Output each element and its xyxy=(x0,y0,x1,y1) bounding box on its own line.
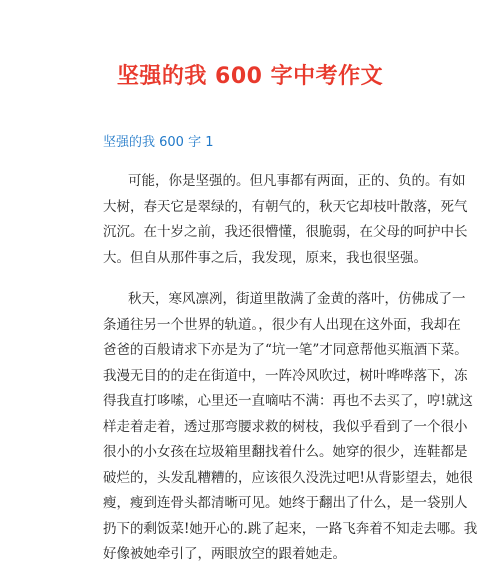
paragraph-line: 很小的小女孩在垃圾箱里翻找着什么。她穿的很少，连鞋都是 xyxy=(103,444,468,460)
section-subtitle: 坚强的我 600 字 1 xyxy=(103,135,214,150)
paragraph-line: 秋天，寒风凛冽，街道里散满了金黄的落叶，仿佛成了一 xyxy=(128,291,466,307)
paragraph-line: 瘦，瘦到连骨头都清晰可见。她终于翻出了什么，是一袋别人 xyxy=(103,495,468,511)
paragraph-line: 条通往另一个世界的轨道。，很少有人出现在这外面，我却在 xyxy=(103,317,461,333)
paragraph-line: 样走着走着，透过那弯腰求救的树枝，我似乎看到了一个很小 xyxy=(103,419,468,435)
paragraph-line: 大。但自从那件事之后，我发现，原来，我也很坚强。 xyxy=(103,250,427,266)
paragraph-line: 扔下的剩饭菜!她开心的.跳了起来，一路飞奔着不知走去哪。我 xyxy=(103,521,478,537)
paragraph-line: 得我直打哆嗦，心里还一直嘀咕不满：再也不去买了，哼!就这 xyxy=(103,393,473,409)
paragraph-line: 沉沉。在十岁之前，我还很懵懂，很脆弱，在父母的呵护中长 xyxy=(103,224,468,240)
page-title: 坚强的我 600 字中考作文 xyxy=(116,64,384,89)
paragraph-line: 破烂的，头发乱糟糟的，应该很久没洗过吧!从背影望去，她很 xyxy=(103,470,473,486)
paragraph-line: 可能，你是坚强的。但凡事都有两面，正的、负的。有如 xyxy=(128,173,466,189)
paragraph-line: 好像被她牵引了，两眼放空的跟着她走。 xyxy=(103,546,346,562)
paragraph-line: 大树，春天它是翠绿的，有朝气的，秋天它却枝叶散落，死气 xyxy=(103,199,468,215)
paragraph-line: 我漫无目的的走在街道中，一阵冷风吹过，树叶哗哗落下，冻 xyxy=(103,368,468,384)
paragraph-line: 爸爸的百般请求下亦是为了“坑一笔”才同意帮他买瓶酒下菜。 xyxy=(103,342,468,358)
